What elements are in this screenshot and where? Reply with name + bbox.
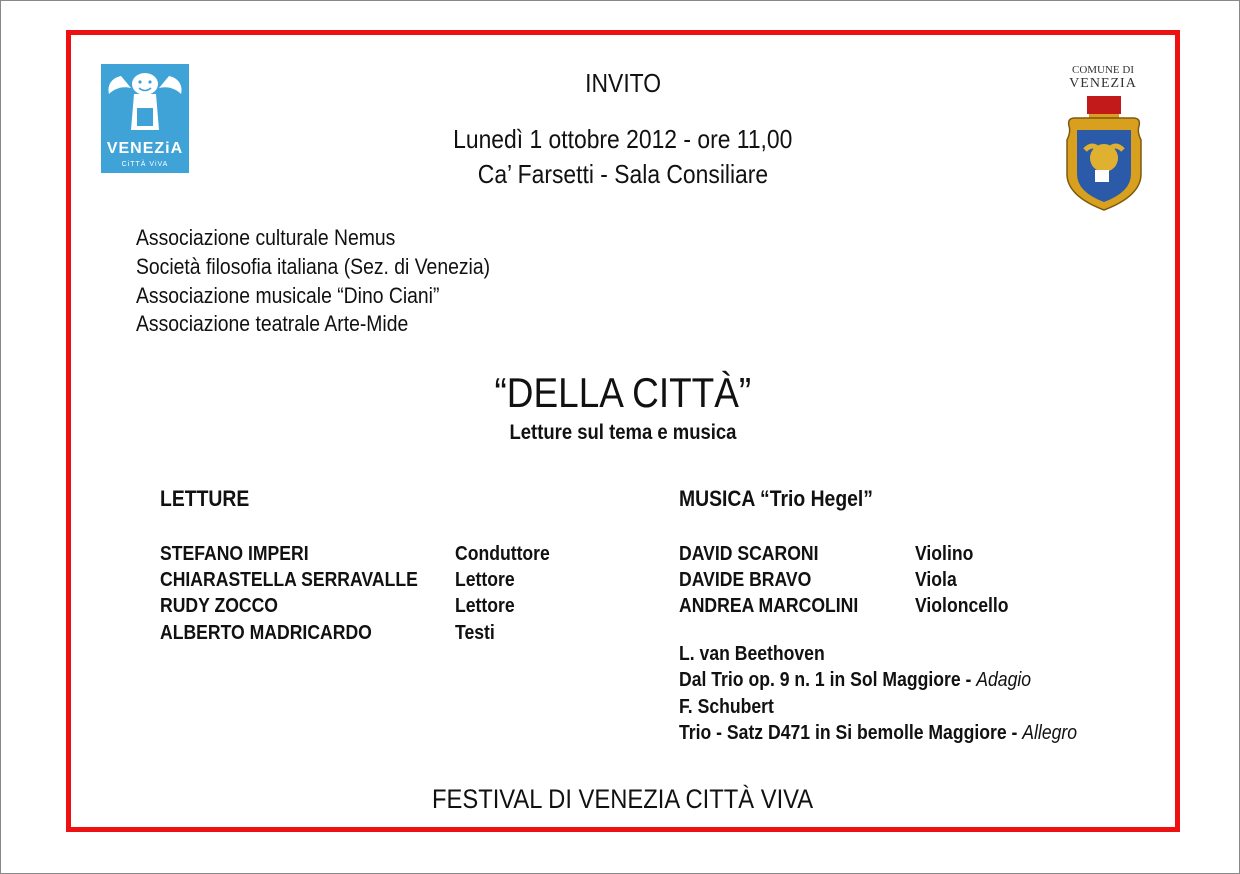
letture-role: Conduttore bbox=[455, 543, 550, 565]
letture-role: Lettore bbox=[455, 595, 515, 617]
event-date-line: Lunedì 1 ottobre 2012 - ore 11,00 bbox=[453, 124, 793, 154]
invito-heading: INVITO bbox=[585, 68, 661, 98]
musica-name: DAVIDE BRAVO bbox=[679, 569, 812, 591]
program-line: F. Schubert bbox=[679, 696, 774, 718]
program-line: L. van Beethoven bbox=[679, 643, 825, 665]
program-line: Dal Trio op. 9 n. 1 in Sol Maggiore - Adagio bbox=[679, 669, 1032, 691]
logo-subtitle: CiTTÀ ViVA bbox=[121, 161, 169, 168]
letture-name: CHIARASTELLA SERRAVALLE bbox=[160, 569, 418, 591]
program-tempo: Adagio bbox=[976, 669, 1032, 691]
program-tempo: Allegro bbox=[1022, 722, 1078, 744]
festival-footer: FESTIVAL DI VENEZIA CITTÀ VIVA bbox=[432, 784, 814, 814]
association-item: Società filosofia italiana (Sez. di Venezia) bbox=[136, 254, 491, 279]
comune-label-line2: VENEZIA bbox=[1069, 76, 1137, 91]
musica-instrument: Violoncello bbox=[915, 595, 1009, 617]
event-place-line: Ca’ Farsetti - Sala Consiliare bbox=[477, 159, 769, 189]
letture-heading: LETTURE bbox=[160, 486, 250, 511]
letture-name: STEFANO IMPERI bbox=[160, 543, 309, 565]
event-title: “DELLA CITTÀ” bbox=[494, 369, 752, 416]
letture-name: ALBERTO MADRICARDO bbox=[160, 622, 372, 644]
musica-heading: MUSICA “Trio Hegel” bbox=[679, 486, 873, 511]
program-line: Trio - Satz D471 in Si bemolle Maggiore - Allegro bbox=[679, 722, 1078, 744]
letture-name: RUDY ZOCCO bbox=[160, 595, 279, 617]
event-subtitle: Letture sul tema e musica bbox=[509, 421, 737, 444]
musica-name: DAVID SCARONI bbox=[679, 543, 819, 565]
logo-word: VENEZiA bbox=[106, 140, 184, 157]
association-item: Associazione teatrale Arte-Mide bbox=[136, 311, 409, 336]
musica-instrument: Violino bbox=[915, 543, 974, 565]
letture-role: Lettore bbox=[455, 569, 515, 591]
letture-role: Testi bbox=[455, 622, 495, 644]
comune-label-line1: COMUNE DI bbox=[1071, 64, 1135, 76]
musica-name: ANDREA MARCOLINI bbox=[679, 595, 859, 617]
musica-instrument: Viola bbox=[915, 569, 957, 591]
association-item: Associazione musicale “Dino Ciani” bbox=[136, 283, 440, 308]
association-item: Associazione culturale Nemus bbox=[136, 225, 396, 250]
